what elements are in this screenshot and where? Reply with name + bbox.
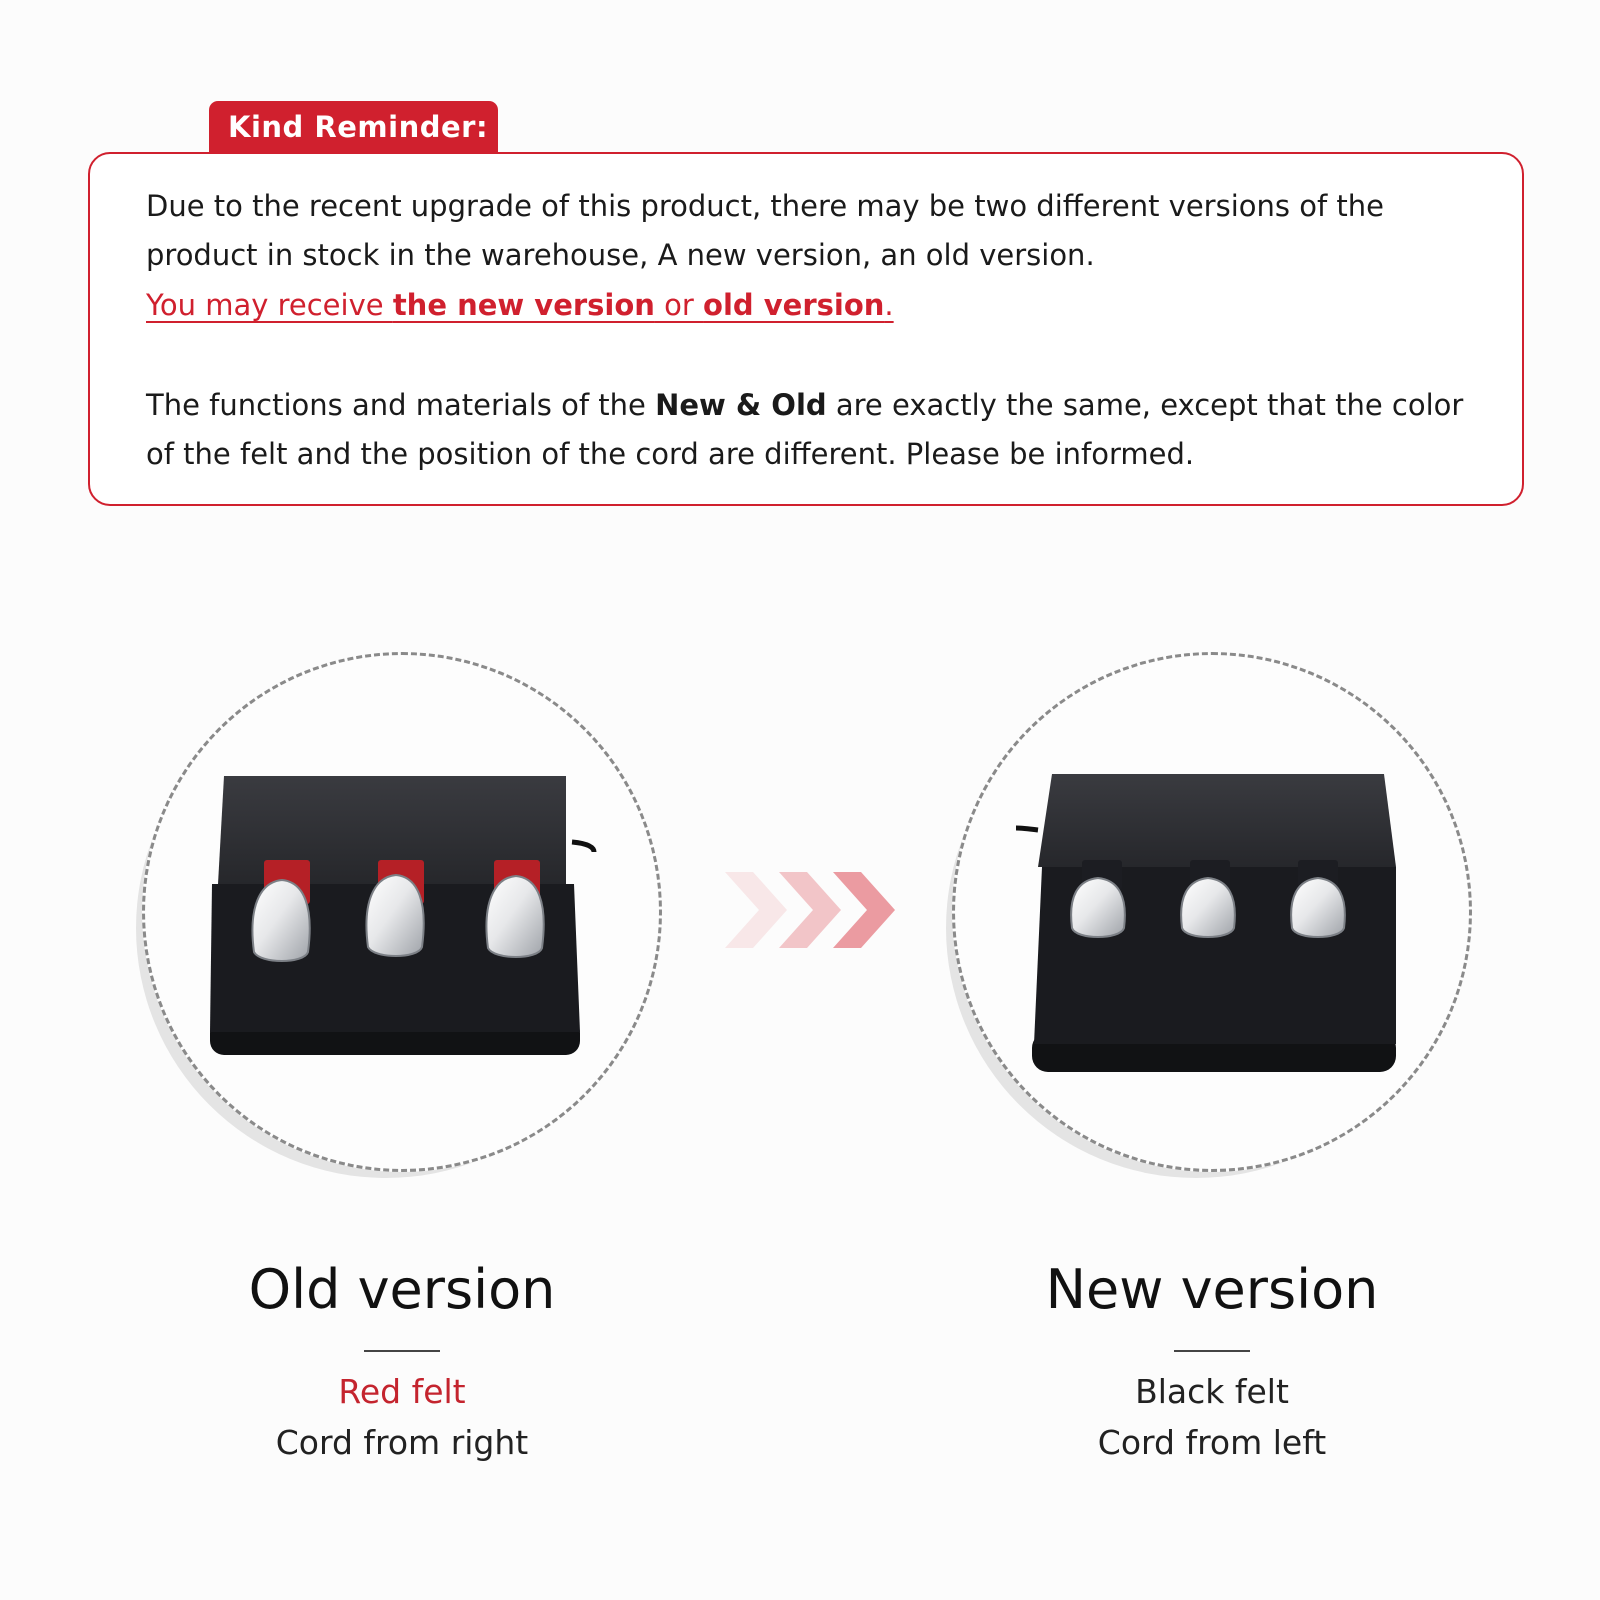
notice-line-2: product in stock in the warehouse, A new version, an old version. [146, 238, 1095, 272]
old-cord-label: Cord from right [275, 1423, 529, 1462]
functions-new-old: New & Old [655, 388, 827, 422]
receive-old-version: old version [703, 288, 885, 322]
cord-left [1016, 828, 1038, 830]
notice-line-1: Due to the recent upgrade of this product, there may be two different versions of the [146, 189, 1384, 223]
pedal-box [1038, 774, 1396, 867]
old-version-circle [142, 652, 662, 1172]
new-version-title: New version [1045, 1258, 1379, 1321]
functions-suffix: are exactly the same, except that the color [826, 388, 1464, 422]
receive-suffix: . [884, 288, 894, 322]
functions-prefix: The functions and materials of the [146, 388, 656, 422]
kind-reminder-tag: Kind Reminder: [209, 101, 498, 153]
new-pedal-unit-image [952, 652, 1472, 1172]
triple-chevron-right-icon [725, 868, 895, 952]
cord-right [572, 842, 594, 852]
new-felt-label: Black felt [1135, 1372, 1289, 1411]
old-pedal-unit-image [142, 652, 662, 1172]
new-divider [1174, 1350, 1250, 1352]
notice-line-5: of the felt and the position of the cord are different. Please be informed. [146, 437, 1195, 471]
notice-functions-line [146, 381, 1463, 430]
new-pedals [1071, 878, 1345, 937]
receive-or: or [654, 288, 704, 322]
reminder-notice-box [88, 152, 1524, 506]
new-cord-label: Cord from left [1097, 1423, 1327, 1462]
receive-prefix: You may receive [146, 288, 393, 322]
new-version-circle [952, 652, 1472, 1172]
old-felt-label: Red felt [338, 1372, 466, 1411]
old-version-title: Old version [248, 1258, 556, 1321]
old-divider [364, 1350, 440, 1352]
old-pedals [252, 875, 543, 961]
receive-new-version: the new version [392, 288, 655, 322]
notice-receive-line [146, 281, 894, 330]
